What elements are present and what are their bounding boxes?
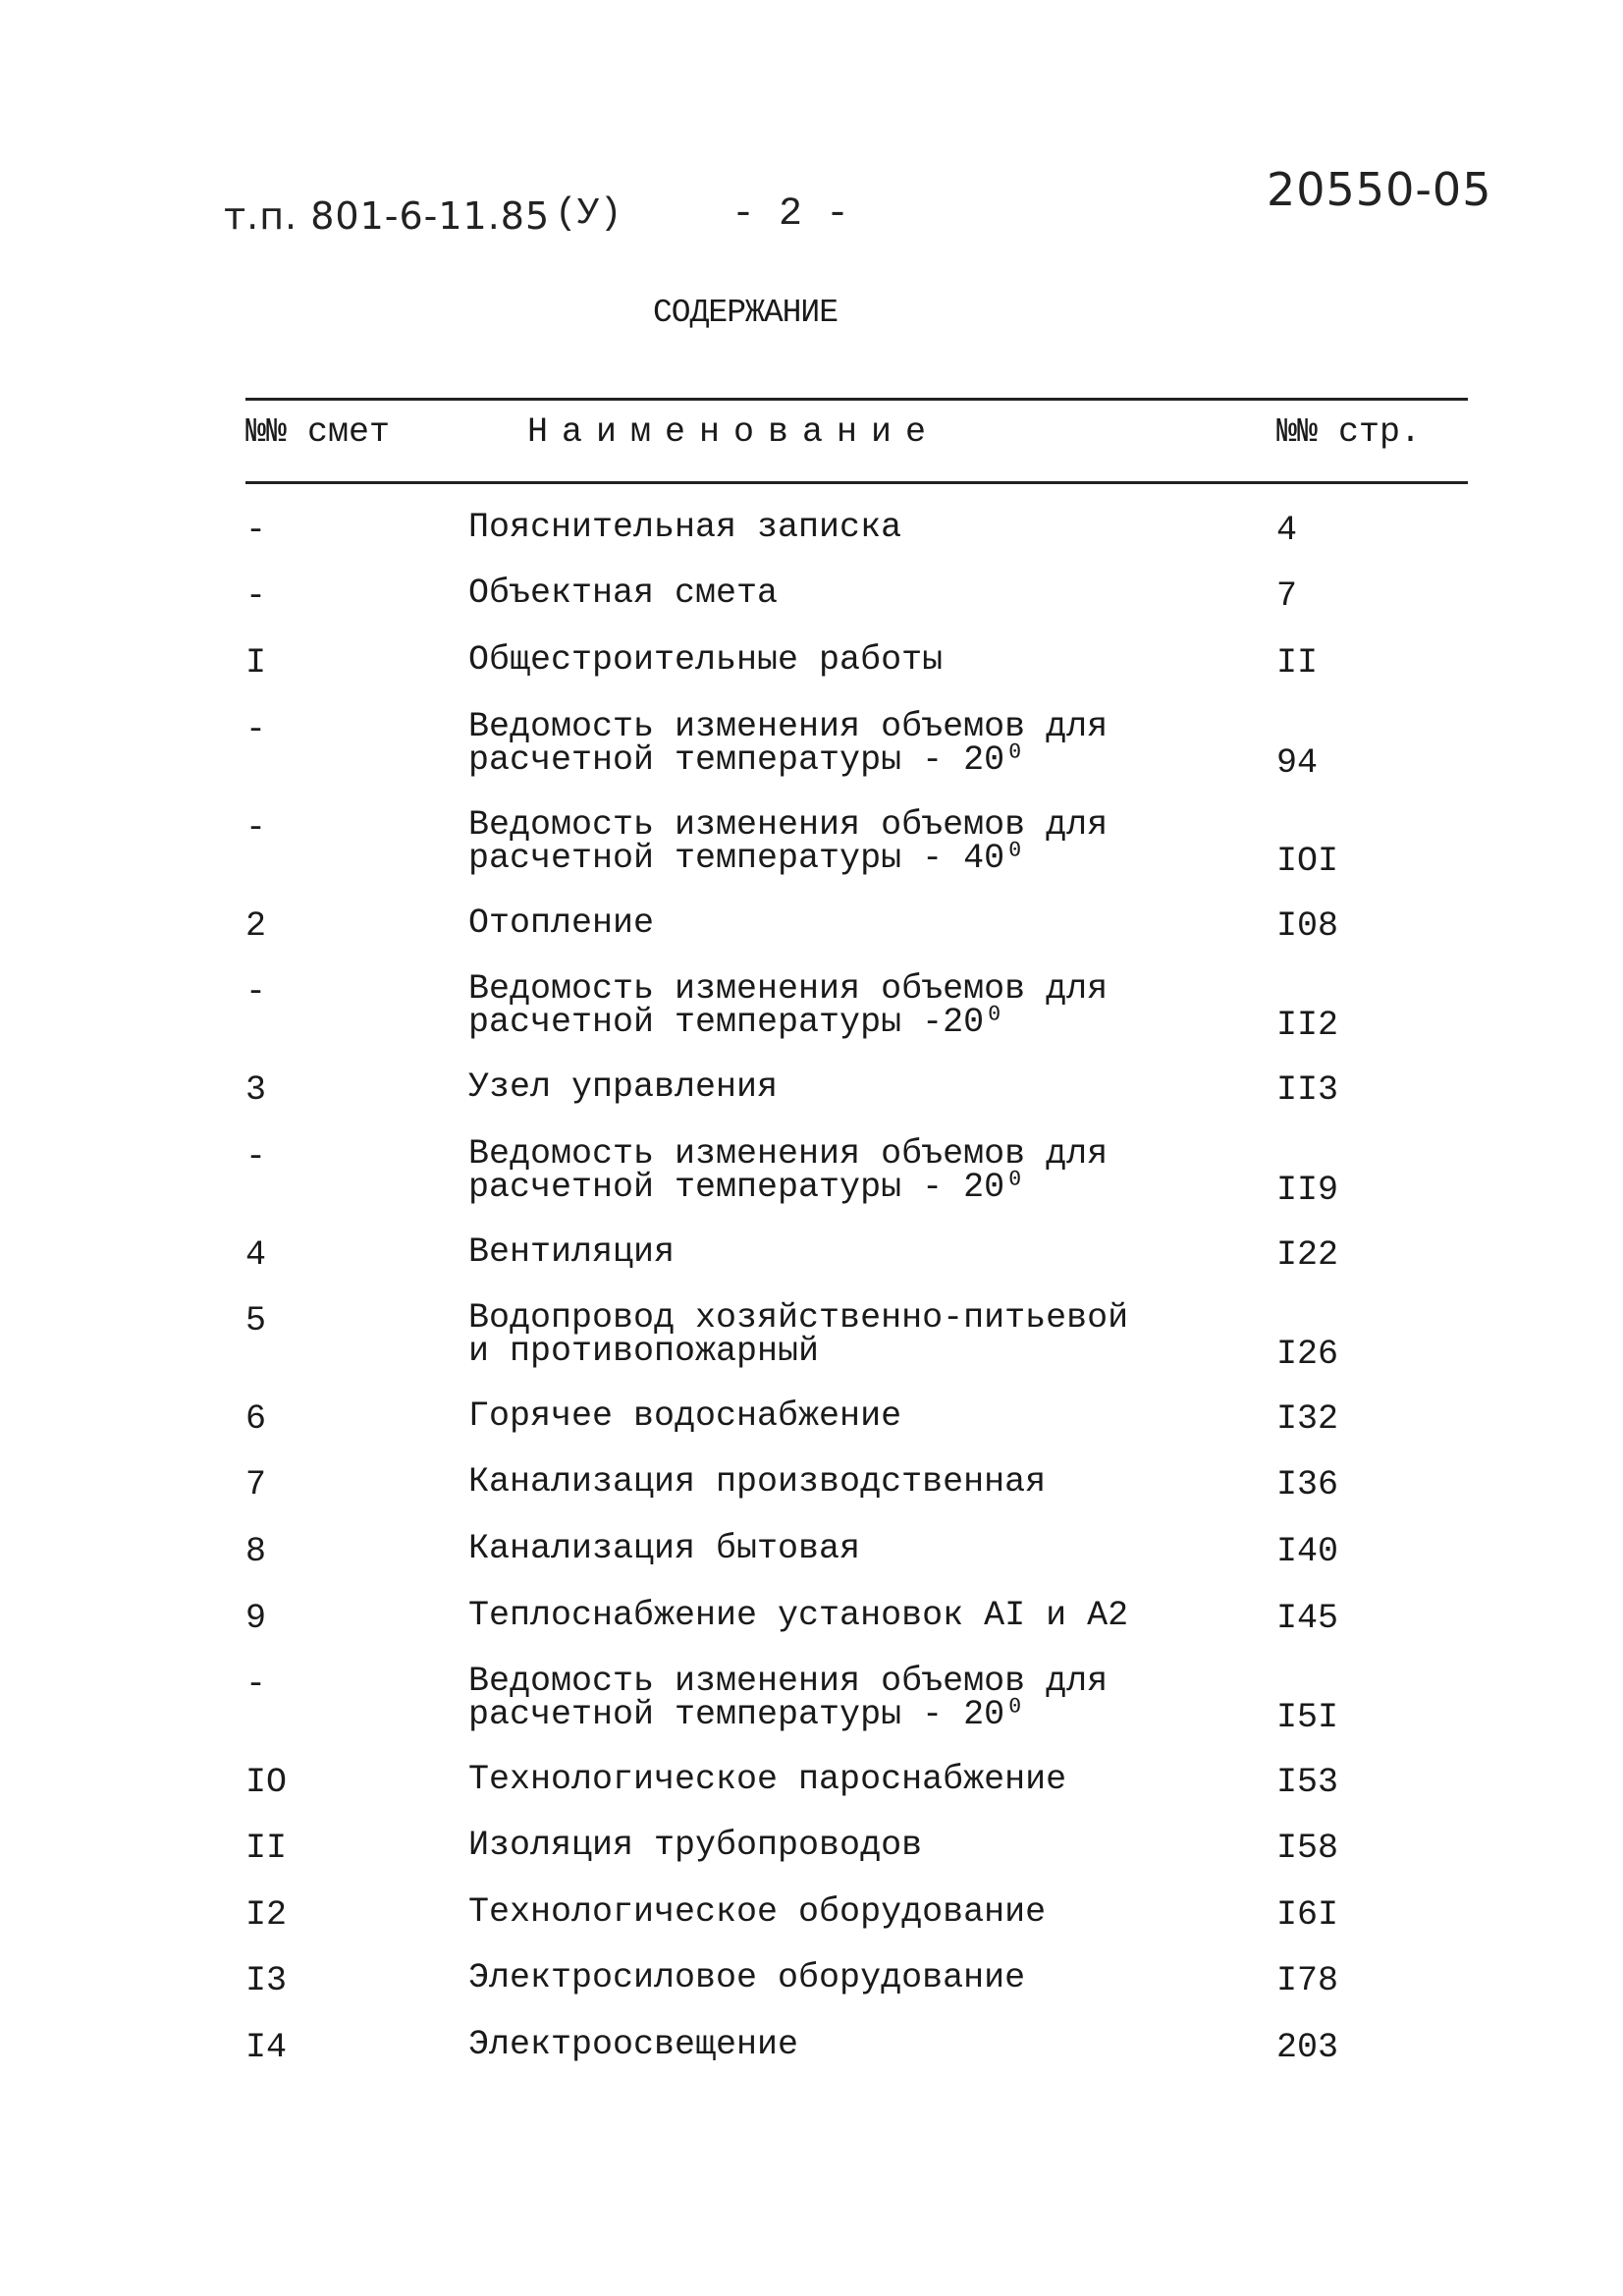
toc-row-estimate-number: 8 (245, 1532, 267, 1571)
toc-row-page: I53 (1276, 1763, 1339, 1802)
toc-row-page: I45 (1276, 1599, 1339, 1638)
table-header-rule (245, 481, 1468, 484)
toc-row-name-line: Изоляция трубопроводов (468, 1826, 923, 1865)
toc-row-page: IOI (1276, 842, 1339, 881)
toc-row-name (468, 1134, 1109, 1207)
toc-row-name (468, 903, 655, 943)
column-header-name: Наименование (527, 412, 941, 452)
toc-row-name-line: расчетной температуры - 20⁰ (468, 740, 1026, 780)
toc-row-name-line: Электроосвещение (468, 2025, 799, 2064)
toc-row-page: I40 (1276, 1532, 1339, 1571)
toc-row-estimate-number: I2 (245, 1895, 288, 1935)
toc-row-estimate-number: I4 (245, 2028, 288, 2067)
toc-row-estimate-number: - (245, 511, 267, 550)
toc-row-name (468, 1662, 1109, 1734)
toc-row-page: II2 (1276, 1006, 1339, 1045)
column-header-page: №№ стр. (1276, 412, 1422, 452)
toc-row-estimate-number: 3 (245, 1070, 267, 1110)
toc-row-name-line: и противопожарный (468, 1332, 820, 1371)
toc-row-name-line: Электросиловое оборудование (468, 1958, 1026, 1997)
toc-row-estimate-number: I (245, 643, 267, 683)
toc-row-name-line: Отопление (468, 903, 655, 943)
toc-row-estimate-number: - (245, 1665, 267, 1704)
toc-row-page: 203 (1276, 2028, 1339, 2067)
toc-row-estimate-number: - (245, 710, 267, 749)
toc-row-name-line: Водопровод хозяйственно-питьевой (468, 1298, 1129, 1338)
toc-row-name (468, 1760, 1067, 1799)
toc-row-name-line: Ведомость изменения объемов для (468, 707, 1109, 746)
toc-row-name (468, 508, 902, 547)
toc-row-estimate-number: II (245, 1829, 288, 1868)
toc-row-name (468, 969, 1109, 1042)
toc-row-estimate-number: - (245, 576, 267, 616)
toc-row-page: I22 (1276, 1235, 1339, 1275)
toc-row-name-line: Ведомость изменения объемов для (468, 1662, 1109, 1701)
variant-mark: (У) (555, 192, 622, 235)
toc-row-page: I08 (1276, 906, 1339, 946)
toc-row-name (468, 574, 779, 613)
toc-row-page: I26 (1276, 1335, 1339, 1374)
page-title: СОДЕРЖАНИЕ (653, 295, 839, 331)
toc-row-estimate-number: 9 (245, 1599, 267, 1638)
toc-row-name-line: расчетной температуры - 20⁰ (468, 1168, 1026, 1207)
toc-row-name (468, 1826, 923, 1865)
archive-number: 20550-05 (1267, 163, 1492, 216)
toc-row-page: 7 (1276, 576, 1298, 616)
toc-row-estimate-number: 4 (245, 1235, 267, 1275)
toc-row-name (468, 1232, 676, 1272)
document-code: т.п. 801-6-11.85 (224, 194, 551, 238)
toc-row-name-line: Общестроительные работы (468, 640, 944, 680)
toc-row-page: II3 (1276, 1070, 1339, 1110)
toc-row-name (468, 1529, 861, 1568)
page-number: - 2 - (731, 192, 850, 237)
toc-row-name (468, 805, 1109, 878)
toc-row-estimate-number: - (245, 1137, 267, 1176)
toc-row-name-line: Ведомость изменения объемов для (468, 969, 1109, 1009)
toc-row-estimate-number: 2 (245, 906, 267, 946)
toc-row-name (468, 1298, 1129, 1371)
table-top-rule (245, 398, 1468, 401)
toc-row-name-line: Узел управления (468, 1067, 779, 1107)
toc-row-name-line: Пояснительная записка (468, 508, 902, 547)
toc-row-name (468, 1892, 1047, 1932)
toc-row-estimate-number: 5 (245, 1301, 267, 1340)
toc-row-name (468, 1958, 1026, 1997)
toc-row-estimate-number: - (245, 808, 267, 847)
toc-row-name-line: Канализация бытовая (468, 1529, 861, 1568)
toc-row-page: I32 (1276, 1399, 1339, 1439)
toc-row-estimate-number: 6 (245, 1399, 267, 1439)
toc-row-estimate-number: IO (245, 1763, 288, 1802)
toc-row-page: II9 (1276, 1171, 1339, 1210)
toc-row-name-line: Теплоснабжение установок АI и А2 (468, 1596, 1129, 1635)
toc-row-estimate-number: 7 (245, 1465, 267, 1504)
toc-row-name-line: Объектная смета (468, 574, 779, 613)
toc-row-name (468, 707, 1109, 780)
toc-row-name-line: Технологическое оборудование (468, 1892, 1047, 1932)
toc-row-name-line: расчетной температуры - 40⁰ (468, 839, 1026, 878)
toc-row-name-line: Ведомость изменения объемов для (468, 805, 1109, 845)
toc-row-page: 94 (1276, 743, 1319, 783)
toc-row-page: II (1276, 643, 1319, 683)
toc-row-estimate-number: - (245, 972, 267, 1011)
toc-row-page: 4 (1276, 511, 1298, 550)
toc-row-name-line: Вентиляция (468, 1232, 676, 1272)
toc-row-name (468, 2025, 799, 2064)
toc-row-page: I78 (1276, 1961, 1339, 2000)
toc-row-name-line: расчетной температуры -20⁰ (468, 1003, 1005, 1042)
toc-row-page: I36 (1276, 1465, 1339, 1504)
toc-row-name (468, 1396, 902, 1436)
toc-row-name-line: Канализация производственная (468, 1462, 1047, 1502)
toc-row-name (468, 1462, 1047, 1502)
toc-row-name (468, 640, 944, 680)
toc-row-name-line: Горячее водоснабжение (468, 1396, 902, 1436)
toc-row-name-line: Технологическое пароснабжение (468, 1760, 1067, 1799)
toc-row-page: I5I (1276, 1698, 1339, 1737)
toc-row-estimate-number: I3 (245, 1961, 288, 2000)
toc-row-name (468, 1596, 1129, 1635)
toc-row-name-line: Ведомость изменения объемов для (468, 1134, 1109, 1174)
toc-row-page: I58 (1276, 1829, 1339, 1868)
toc-row-page: I6I (1276, 1895, 1339, 1935)
column-header-estimate-number: №№ смет (245, 412, 391, 452)
toc-row-name-line: расчетной температуры - 20⁰ (468, 1695, 1026, 1734)
toc-row-name (468, 1067, 779, 1107)
